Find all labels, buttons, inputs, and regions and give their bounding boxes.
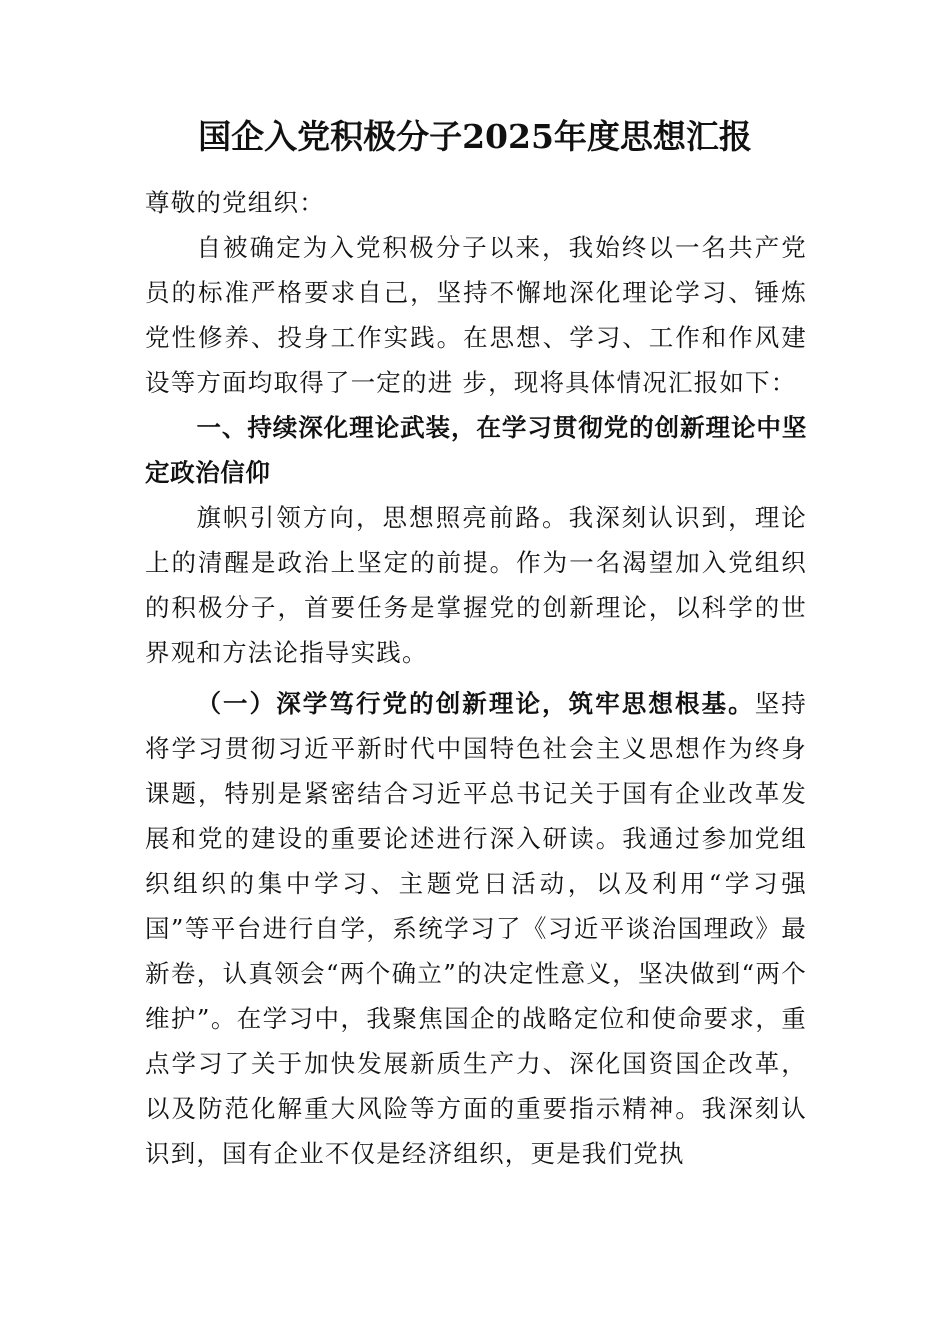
section-1-heading: 一、持续深化理论武装，在学习贯彻党的创新理论中坚定政治信仰 xyxy=(145,413,807,487)
document-title: 国企入党积极分子2025年度思想汇报 xyxy=(198,117,752,156)
subsection-1-body: 坚持将学习贯彻习近平新时代中国特色社会主义思想作为终身课题，特别是紧密结合习近平总书记关于国有企业改革发展和党的建设的重要论述进行深入研读。我通过参加党组织组织的集中学习、主题党日活动，以及利用“学习强国”等平台进行自学，系统学习了《习近平谈治国理政》最新卷，认真领会“两个确立”的决定性意义，坚决做到“两个维护”。在学习中，我聚焦国企的战略定位和使命要求，重点学习了关于加快发展新质生产力、深化国资国企改革，以及防范化解重大风险等方面的重要指示精神。我深刻认识到，国有企业不仅是经济组织，更是我们党执 xyxy=(145,689,808,1168)
subsection-1-paragraph xyxy=(145,681,807,1176)
subsection-1-heading: （一）深学笃行党的创新理论，筑牢思想根基。 xyxy=(196,689,755,718)
section-1-paragraph: 旗帜引领方向，思想照亮前路。我深刻认识到，理论上的清醒是政治上坚定的前提。作为一名渴望加入党组织的积极分子，首要任务是掌握党的创新理论，以科学的世界观和方法论指导实践。 xyxy=(145,503,807,667)
document-body xyxy=(145,180,807,1176)
intro-paragraph: 自被确定为入党积极分子以来，我始终以一名共产党员的标准严格要求自己，坚持不懈地深化理论学习、锤炼党性修养、投身工作实践。在思想、学习、工作和作风建设等方面均取得了一定的进 步，现将具体情况汇报如下： xyxy=(145,233,807,397)
salutation: 尊敬的党组织： xyxy=(145,188,325,217)
